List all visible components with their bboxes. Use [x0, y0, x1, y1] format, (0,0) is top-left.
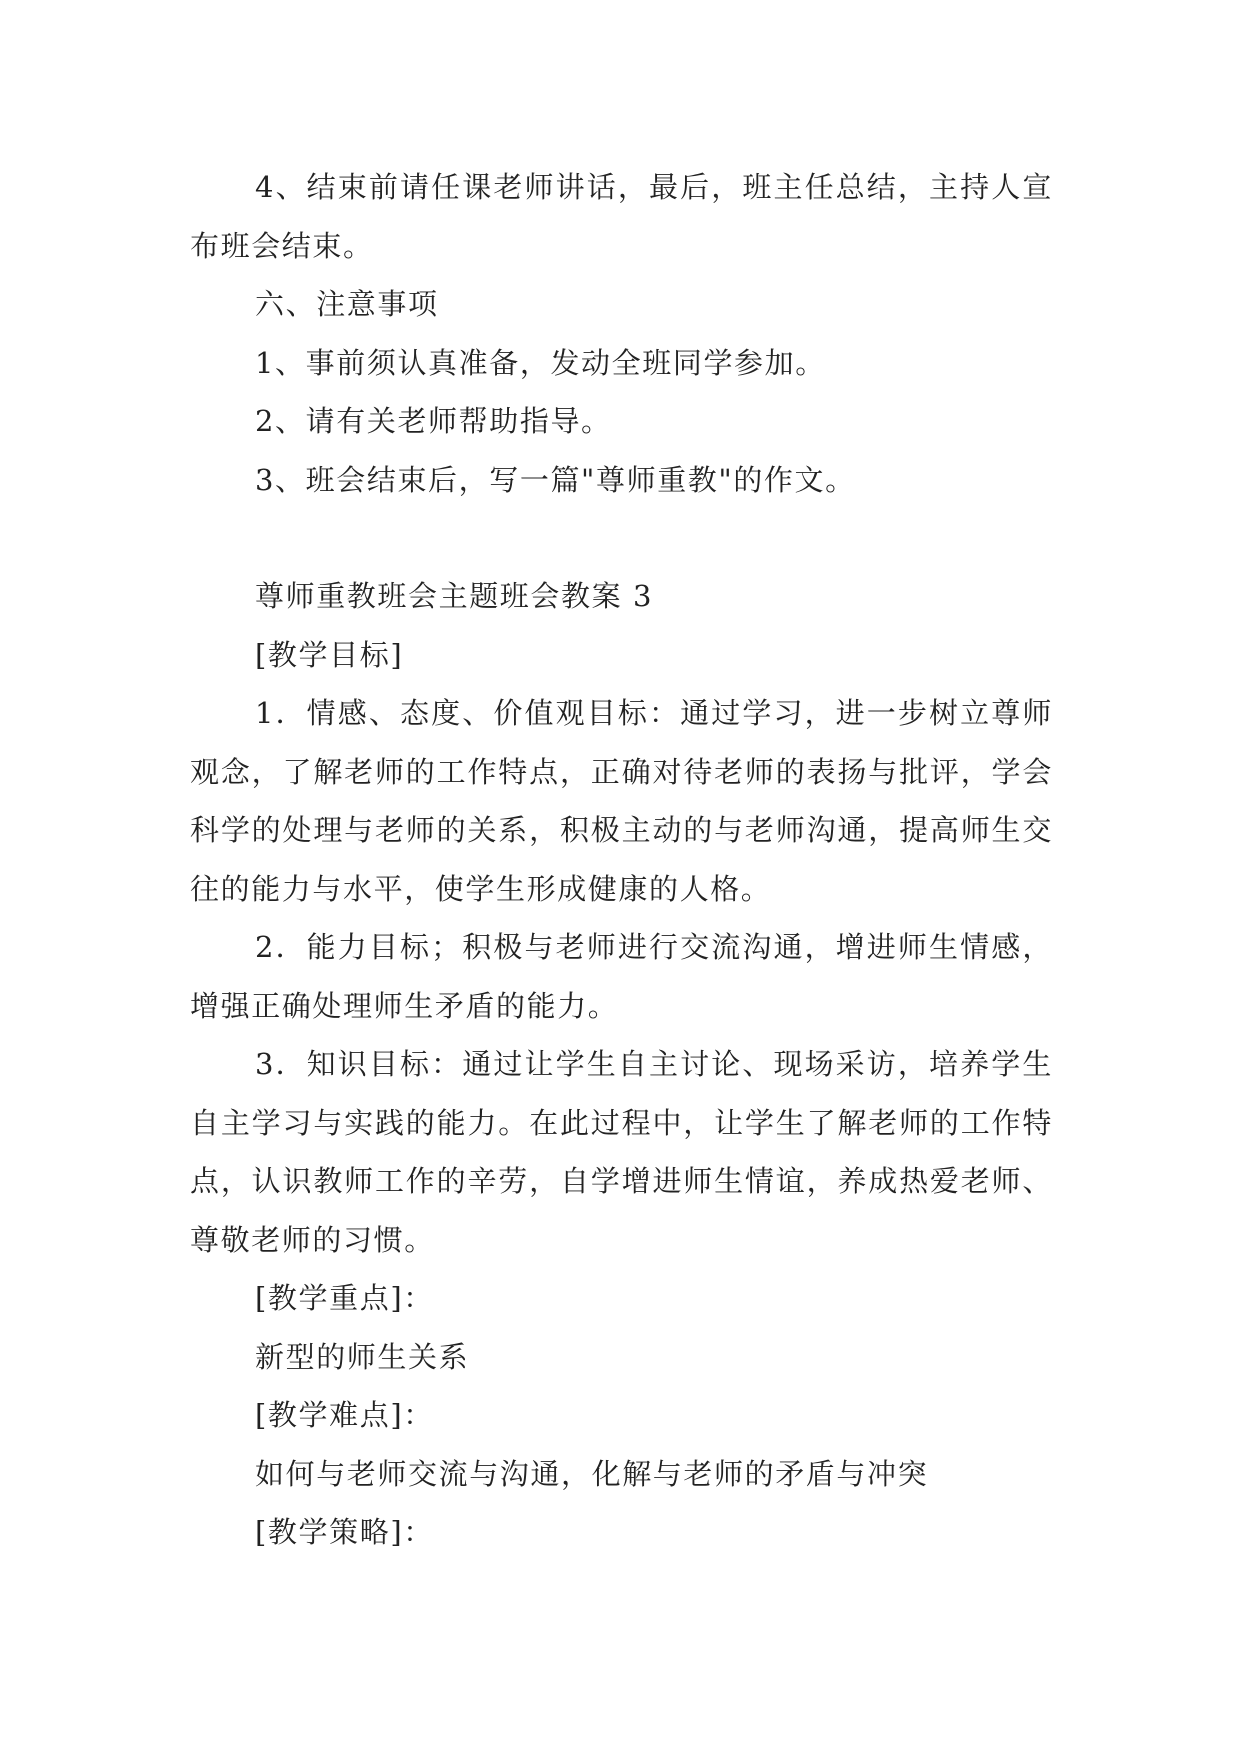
objective-3: 3．知识目标：通过让学生自主讨论、现场采访，培养学生自主学习与实践的能力。在此过程中，让学生了解老师的工作特点，认识教师工作的辛劳，自学增进师生情谊，养成热爱老师、尊敬老师的习惯。: [190, 1047, 1053, 1257]
lesson-plan-title: 尊师重教班会主题班会教案 3: [255, 579, 654, 613]
document-body: [190, 158, 1053, 1562]
difficulty-label: [教学难点]：: [255, 1398, 434, 1432]
objectives-label: [教学目标]: [255, 637, 404, 672]
objective-2: 2．能力目标；积极与老师进行交流沟通，增进师生情感，增强正确处理师生矛盾的能力。: [190, 930, 1053, 1023]
paragraph-closing-step: 4、结束前请任课老师讲话，最后，班主任总结，主持人宣布班会结束。: [190, 170, 1053, 263]
strategy-label: [教学策略]：: [255, 1515, 434, 1549]
note-item-3: 3、班会结束后，写一篇"尊师重教"的作文。: [255, 462, 856, 497]
section-spacer: [190, 509, 1053, 567]
focus-label: [教学重点]：: [255, 1281, 434, 1315]
difficulty-text: 如何与老师交流与沟通，化解与老师的矛盾与冲突: [255, 1456, 929, 1491]
note-item-1: 1、事前须认真准备，发动全班同学参加。: [255, 345, 826, 380]
objective-1: 1．情感、态度、价值观目标：通过学习，进一步树立尊师观念，了解老师的工作特点，正确对待老师的表扬与批评，学会科学的处理与老师的关系，积极主动的与老师沟通，提高师生交往的能力与水平，使学生形成健康的人格。: [190, 696, 1053, 906]
note-item-2: 2、请有关老师帮助指导。: [255, 404, 612, 438]
focus-text: 新型的师生关系: [255, 1339, 470, 1374]
section-heading-notes: 六、注意事项: [255, 287, 439, 321]
